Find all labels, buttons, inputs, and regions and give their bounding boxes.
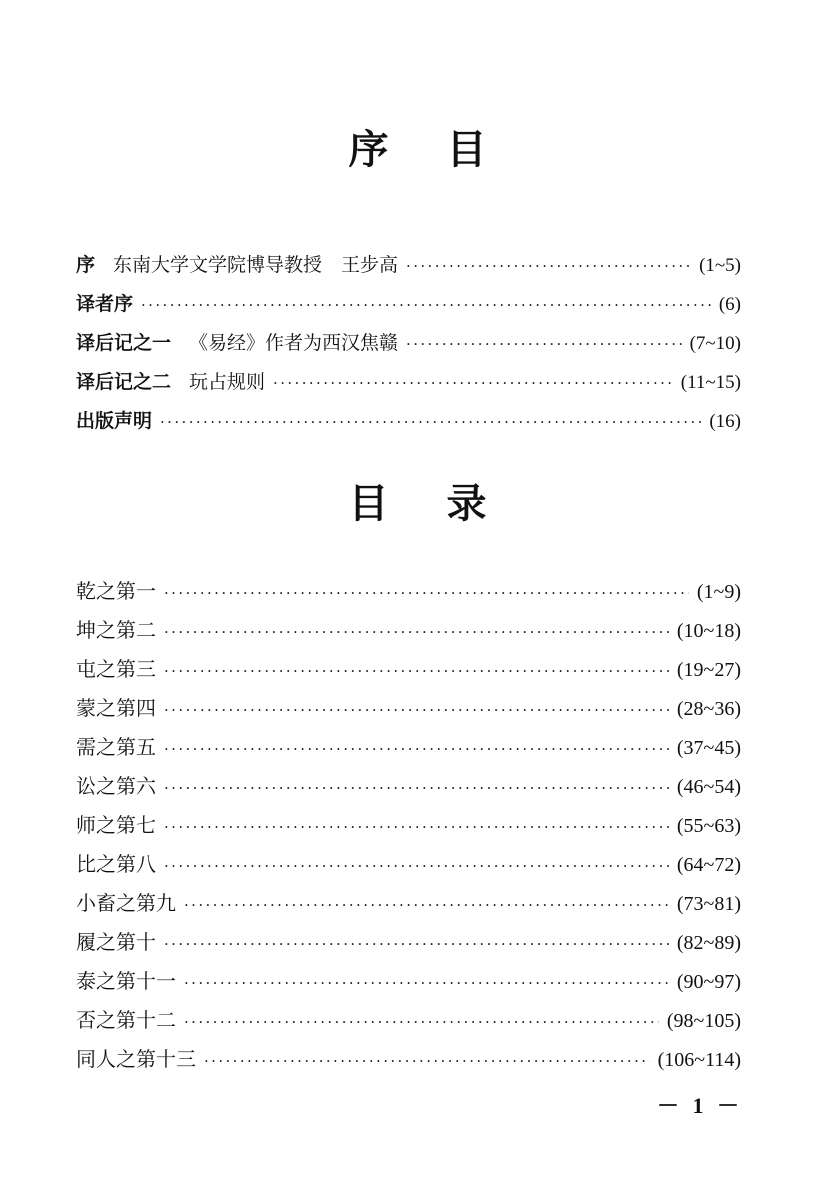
contents-entry[interactable] bbox=[76, 767, 741, 806]
contents-heading bbox=[0, 480, 837, 528]
contents-entry[interactable] bbox=[76, 845, 741, 884]
entry-pages: (6) bbox=[718, 294, 741, 315]
entry-pages: (7~10) bbox=[689, 333, 741, 354]
entry-label: 屯之第三 bbox=[76, 657, 156, 681]
entry-label: 比之第八 bbox=[76, 852, 156, 876]
entry-pages: (73~81) bbox=[676, 893, 741, 915]
preface-entry[interactable] bbox=[76, 324, 741, 363]
entry-label: 序 bbox=[76, 254, 96, 276]
preface-entry[interactable] bbox=[76, 285, 741, 324]
entry-pages: (64~72) bbox=[676, 854, 741, 876]
entry-detail: 《易经》作者为西汉焦赣 bbox=[189, 332, 399, 354]
entry-pages: (28~36) bbox=[676, 698, 741, 720]
entry-pages: (98~105) bbox=[666, 1010, 741, 1032]
entry-pages: (19~27) bbox=[676, 659, 741, 681]
entry-pages: (90~97) bbox=[676, 971, 741, 993]
entry-label: 履之第十 bbox=[76, 930, 156, 954]
leader-dots bbox=[164, 730, 669, 769]
entry-label: 出版声明 bbox=[76, 410, 153, 432]
preface-heading bbox=[0, 126, 837, 174]
leader-dots bbox=[273, 364, 673, 403]
entry-pages: (55~63) bbox=[676, 815, 741, 837]
leader-dots bbox=[164, 847, 669, 886]
entry-label: 泰之第十一 bbox=[76, 969, 176, 993]
entry-pages: (46~54) bbox=[676, 776, 741, 798]
entry-label: 译者序 bbox=[76, 293, 134, 315]
entry-label: 乾之第一 bbox=[76, 579, 156, 603]
entry-pages: (37~45) bbox=[676, 737, 741, 759]
contents-entry[interactable] bbox=[76, 962, 741, 1001]
contents-list bbox=[76, 572, 741, 1079]
entry-pages: (16) bbox=[709, 411, 741, 432]
leader-dots bbox=[184, 1003, 659, 1042]
entry-label: 同人之第十三 bbox=[76, 1047, 196, 1071]
leader-dots bbox=[204, 1042, 650, 1081]
contents-entry[interactable] bbox=[76, 611, 741, 650]
entry-pages: (1~5) bbox=[699, 255, 741, 276]
entry-label: 否之第十二 bbox=[76, 1008, 176, 1032]
contents-entry[interactable] bbox=[76, 1001, 741, 1040]
leader-dots bbox=[160, 403, 701, 442]
leader-dots bbox=[164, 769, 669, 808]
contents-entry[interactable] bbox=[76, 650, 741, 689]
entry-pages: (82~89) bbox=[676, 932, 741, 954]
leader-dots bbox=[184, 964, 669, 1003]
leader-dots bbox=[164, 691, 669, 730]
contents-heading-char-2: 录 bbox=[446, 480, 489, 527]
leader-dots bbox=[141, 286, 711, 325]
entry-label: 讼之第六 bbox=[76, 774, 156, 798]
preface-heading-char-2: 目 bbox=[446, 126, 489, 173]
entry-detail: 东南大学文学院博导教授 王步高 bbox=[113, 254, 399, 276]
leader-dots bbox=[406, 247, 691, 286]
leader-dots bbox=[164, 925, 669, 964]
entry-label: 小畜之第九 bbox=[76, 891, 176, 915]
entry-label: 师之第七 bbox=[76, 813, 156, 837]
entry-detail: 玩占规则 bbox=[189, 371, 266, 393]
preface-entry[interactable] bbox=[76, 363, 741, 402]
contents-entry[interactable] bbox=[76, 884, 741, 923]
leader-dots bbox=[164, 652, 669, 691]
entry-pages: (10~18) bbox=[676, 620, 741, 642]
contents-entry[interactable] bbox=[76, 728, 741, 767]
leader-dots bbox=[164, 613, 669, 652]
entry-label: 需之第五 bbox=[76, 735, 156, 759]
entry-pages: (106~114) bbox=[657, 1049, 741, 1071]
contents-entry[interactable] bbox=[76, 689, 741, 728]
contents-heading-char-1: 目 bbox=[348, 480, 391, 527]
entry-label: 译后记之二 bbox=[76, 371, 172, 393]
leader-dots bbox=[164, 808, 669, 847]
contents-entry[interactable] bbox=[76, 806, 741, 845]
page-number: － 1 － bbox=[657, 1093, 744, 1118]
contents-entry[interactable] bbox=[76, 1040, 741, 1079]
contents-entry[interactable] bbox=[76, 572, 741, 611]
leader-dots bbox=[184, 886, 669, 925]
preface-entry[interactable] bbox=[76, 246, 741, 285]
preface-list bbox=[76, 246, 741, 441]
entry-label: 坤之第二 bbox=[76, 618, 156, 642]
leader-dots bbox=[406, 325, 682, 364]
contents-entry[interactable] bbox=[76, 923, 741, 962]
entry-label: 蒙之第四 bbox=[76, 696, 156, 720]
leader-dots bbox=[164, 574, 689, 613]
entry-pages: (11~15) bbox=[680, 372, 741, 393]
entry-label: 译后记之一 bbox=[76, 332, 172, 354]
preface-heading-char-1: 序 bbox=[348, 126, 391, 173]
preface-entry[interactable] bbox=[76, 402, 741, 441]
entry-pages: (1~9) bbox=[696, 581, 741, 603]
